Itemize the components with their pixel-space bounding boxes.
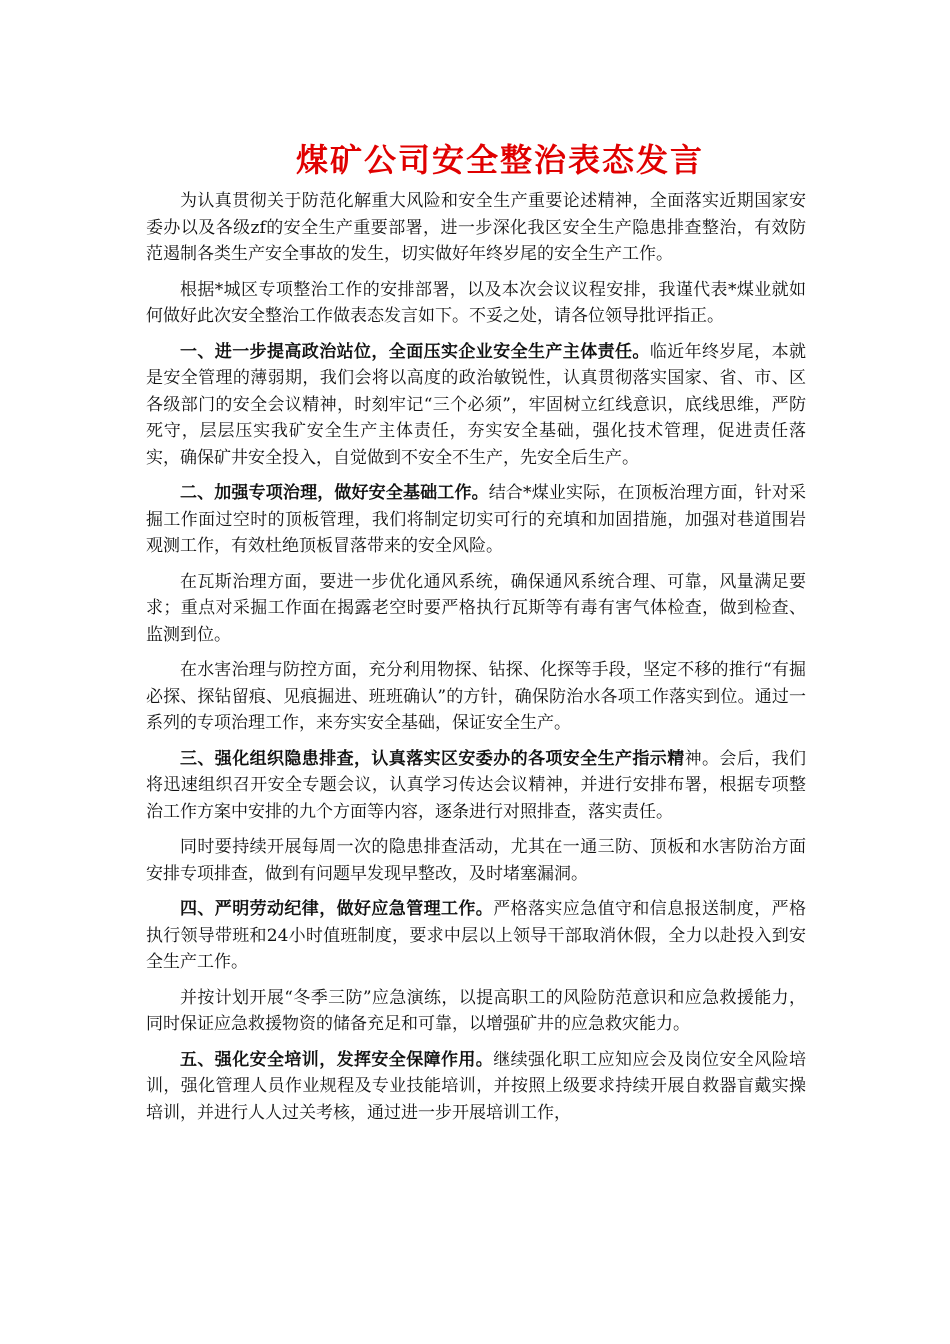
paragraph	[146, 569, 806, 649]
paragraph-heading: 一、进一步提高政治站位，全面压实企业安全生产主体责任。	[180, 341, 650, 362]
paragraph	[146, 339, 806, 472]
paragraph	[146, 657, 806, 737]
paragraph-text: 在瓦斯治理方面，要进一步优化通风系统，确保通风系统合理、可靠，风量满足要求；重点对采掘工作面在揭露老空时要严格执行瓦斯等有毒有害气体检查，做到检查、监测到位。	[146, 571, 806, 645]
paragraph-heading: 五、强化安全培训，发挥安全保障作用。	[180, 1049, 494, 1070]
paragraph-text: 并按计划开展“冬季三防”应急演练，以提高职工的风险防范意识和应急救援能力，同时保证应急救援物资的储备充足和可靠，以增强矿井的应急救灾能力。	[146, 987, 806, 1034]
paragraph-text: 结合*煤业实际，在顶板治理方面，针对采掘工作面过空时的顶板管理，我们将制定切实可行的充填和加固措施，加强对巷道围岩观测工作，有效杜绝顶板冒落带来的安全风险。	[146, 483, 806, 556]
paragraph-text: 同时要持续开展每周一次的隐患排查活动，尤其在一通三防、顶板和水害防治方面安排专项排查，做到有问题早发现早整改，及时堵塞漏洞。	[146, 837, 806, 884]
paragraph	[146, 896, 806, 976]
paragraph-text: 继续强化职工应知应会及岗位安全风险培训，强化管理人员作业规程及专业技能培训，并按照上级要求持续开展自救器盲戴实操培训，并进行人人过关考核，通过进一步开展培训工作，	[146, 1049, 807, 1123]
document-title: 煤矿公司安全整治表态发言	[295, 141, 704, 179]
paragraph-text: 根据*城区专项整治工作的安排部署，以及本次会议议程安排，我谨代表*煤业就如何做好此次安全整治工作做表态发言如下。不妥之处，请各位领导批评指正。	[146, 279, 806, 326]
paragraph-heading: 三、强化组织隐患排查，认真落实区安委办的各项安全生产指示精	[180, 748, 685, 769]
paragraph-heading: 四、严明劳动纪律，做好应急管理工作。	[180, 899, 494, 919]
paragraph	[146, 277, 806, 330]
paragraph	[146, 480, 806, 560]
paragraph-heading: 二、加强专项治理，做好安全基础工作。	[180, 483, 489, 503]
paragraph-text: 神。会后，我们将迅速组织召开安全专题会议，认真学习传达会议精神，并进行安排布署，根据专项整治工作方案中安排的九个方面等内容，逐条进行对照排查，落实责任。	[146, 748, 807, 822]
paragraph	[146, 746, 806, 826]
paragraph-text: 临近年终岁尾，本就是安全管理的薄弱期，我们会将以高度的政治敏锐性，认真贯彻落实国家、省、市、区各级部门的安全会议精神，时刻牢记“三个必须”，牢固树立红线意识，底线思维，严防死守，层层压实我矿安全生产主体责任，夯实安全基础，强化技术管理，促进责任落实，确保矿井安全投入，自觉做到不安全不生产，先安全后生产。	[146, 341, 807, 468]
paragraph-text: 在水害治理与防控方面，充分利用物探、钻探、化探等手段，坚定不移的推行“有掘必探、探钻留痕、见痕掘进、班班确认”的方针，确保防治水各项工作落实到位。通过一系列的专项治理工作，来夯实安全基础，保证安全生产。	[146, 660, 806, 733]
paragraph-text: 为认真贯彻关于防范化解重大风险和安全生产重要论述精神，全面落实近期国家安委办以及各级zf的安全生产重要部署，进一步深化我区安全生产隐患排查整治，有效防范遏制各类生产安全事故的发生，切实做好年终岁尾的安全生产工作。	[146, 191, 806, 264]
paragraph	[146, 1047, 806, 1127]
document-body	[146, 188, 806, 1135]
paragraph-text: 严格落实应急值守和信息报送制度，严格执行领导带班和24小时值班制度，要求中层以上领导干部取消休假，全力以赴投入到安全生产工作。	[146, 899, 807, 972]
paragraph	[146, 188, 806, 268]
paragraph	[146, 985, 806, 1038]
paragraph	[146, 834, 806, 887]
